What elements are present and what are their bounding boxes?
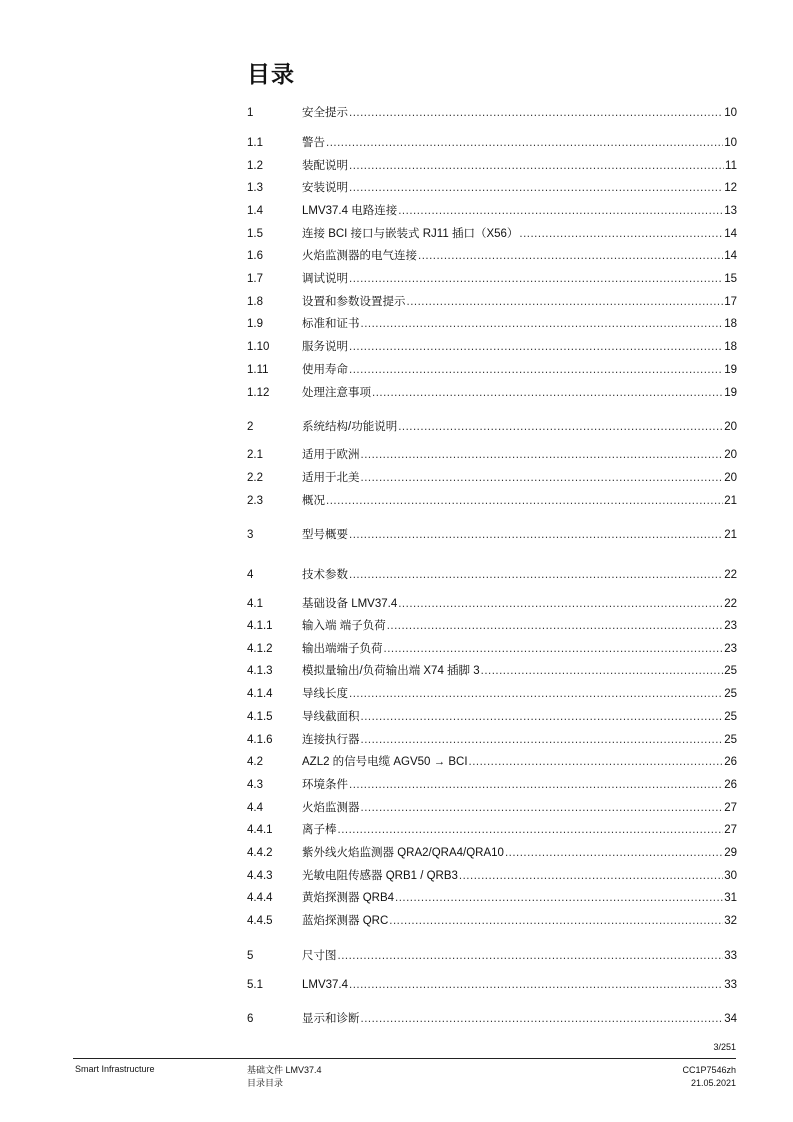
toc-page-number: 13 — [724, 205, 737, 217]
toc-entry-link[interactable] — [302, 446, 737, 464]
toc-row — [247, 685, 737, 703]
toc-page-number: 22 — [724, 569, 737, 581]
toc-row — [247, 418, 737, 436]
toc-page-number: 11 — [725, 160, 737, 172]
toc-dot-leader — [481, 662, 724, 680]
toc-section-number: 1.2 — [247, 160, 263, 172]
toc-section-number: 1.9 — [247, 318, 263, 330]
toc-section-title: 技术参数 — [302, 569, 348, 581]
toc-section-title: 服务说明 — [302, 341, 348, 353]
toc-section-title: 安全提示 — [302, 107, 348, 119]
toc-page-number: 14 — [724, 250, 737, 262]
toc-section-title: 基础设备 LMV37.4 — [302, 598, 398, 610]
toc-page-number: 19 — [724, 364, 737, 376]
footer-document-info — [247, 1064, 322, 1090]
toc-page-number: 32 — [724, 915, 737, 927]
toc-page-number: 10 — [724, 137, 737, 149]
toc-section-number: 1.10 — [247, 341, 270, 353]
toc-page-number: 25 — [724, 665, 737, 677]
toc-dot-leader — [361, 708, 724, 726]
toc-page-number: 23 — [724, 643, 737, 655]
toc-entry-link[interactable] — [302, 976, 737, 994]
toc-entry-link[interactable] — [302, 617, 737, 635]
toc-page-number: 20 — [724, 421, 737, 433]
toc-row — [247, 640, 737, 658]
toc-dot-leader — [349, 270, 723, 288]
toc-dot-leader — [361, 799, 724, 817]
toc-row — [247, 662, 737, 680]
toc-section-number: 4.1.2 — [247, 643, 273, 655]
toc-row — [247, 526, 737, 544]
toc-section-number: 4.4.2 — [247, 847, 273, 859]
toc-entry-link[interactable] — [302, 104, 737, 122]
toc-dot-leader — [361, 469, 724, 487]
toc-section-number: 4.4.5 — [247, 915, 273, 927]
toc-entry-link[interactable] — [302, 338, 737, 356]
toc-section-number: 4.4.3 — [247, 870, 273, 882]
footer-doc-id: CC1P7546zh — [682, 1065, 736, 1075]
toc-dot-leader — [349, 104, 723, 122]
toc-entry-link[interactable] — [302, 270, 737, 288]
toc-row — [247, 293, 737, 311]
toc-section-number: 1.8 — [247, 296, 263, 308]
toc-row — [247, 708, 737, 726]
toc-entry-link[interactable] — [302, 595, 737, 613]
toc-entry-link[interactable] — [302, 708, 737, 726]
toc-dot-leader — [349, 157, 724, 175]
toc-entry-link[interactable] — [302, 225, 737, 243]
toc-entry-link[interactable] — [302, 799, 737, 817]
toc-entry-link[interactable] — [302, 640, 737, 658]
toc-entry-link[interactable] — [302, 753, 737, 771]
toc-entry-link[interactable] — [302, 247, 737, 265]
toc-section-number: 1.7 — [247, 273, 263, 285]
toc-section-number: 4.4 — [247, 802, 263, 814]
toc-entry-link[interactable] — [302, 134, 737, 152]
toc-dot-leader — [361, 731, 724, 749]
toc-dot-leader — [407, 293, 724, 311]
toc-section-title: 系统结构/功能说明 — [302, 421, 398, 433]
toc-page-number: 23 — [724, 620, 737, 632]
toc-entry-link[interactable] — [302, 469, 737, 487]
toc-section-title: 输出端端子负荷 — [302, 643, 383, 655]
toc-dot-leader — [349, 526, 723, 544]
toc-dot-leader — [398, 202, 723, 220]
toc-page-number: 30 — [724, 870, 737, 882]
toc-section-title: 标准和证书 — [302, 318, 360, 330]
toc-page-number: 19 — [724, 387, 737, 399]
toc-section-number: 4.1 — [247, 598, 263, 610]
toc-section-number: 2.3 — [247, 495, 263, 507]
toc-entry-link[interactable] — [302, 947, 737, 965]
toc-section-title: 设置和参数设置提示 — [302, 296, 406, 308]
toc-section-title: 装配说明 — [302, 160, 348, 172]
toc-section-number: 4.1.4 — [247, 688, 273, 700]
toc-page-number: 15 — [724, 273, 737, 285]
toc-dot-leader — [418, 247, 723, 265]
toc-row — [247, 912, 737, 930]
toc-section-number: 2.2 — [247, 472, 263, 484]
toc-section-title: 概况 — [302, 495, 325, 507]
toc-dot-leader — [338, 947, 724, 965]
toc-section-number: 6 — [247, 1013, 254, 1025]
toc-row — [247, 844, 737, 862]
toc-section-number: 4.3 — [247, 779, 263, 791]
toc-section-title: 型号概要 — [302, 529, 348, 541]
toc-page-number: 21 — [724, 495, 737, 507]
toc-page-number: 21 — [724, 529, 737, 541]
toc-page-number: 18 — [724, 341, 737, 353]
toc-dot-leader — [338, 821, 724, 839]
toc-section-number: 5.1 — [247, 979, 263, 991]
footer-doc-title: 基础文件 LMV37.4 — [247, 1065, 322, 1075]
toc-entry-link[interactable] — [302, 776, 737, 794]
toc-section-number: 2 — [247, 421, 254, 433]
toc-page-number: 22 — [724, 598, 737, 610]
toc-dot-leader — [395, 889, 723, 907]
page-number: 3/251 — [713, 1042, 736, 1052]
toc-dot-leader — [398, 418, 723, 436]
toc-row — [247, 566, 737, 584]
toc-row — [247, 270, 737, 288]
toc-section-number: 4 — [247, 569, 254, 581]
toc-entry-link[interactable] — [302, 867, 737, 885]
toc-row — [247, 731, 737, 749]
toc-dot-leader — [349, 179, 723, 197]
toc-section-title: 火焰监测器 — [302, 802, 360, 814]
toc-section-number: 1.6 — [247, 250, 263, 262]
page-title: 目录 — [247, 62, 295, 88]
toc-row — [247, 104, 737, 122]
toc-page-number: 27 — [724, 802, 737, 814]
toc-page-number: 18 — [724, 318, 737, 330]
toc-row — [247, 202, 737, 220]
toc-section-title: 显示和诊断 — [302, 1013, 360, 1025]
toc-row — [247, 821, 737, 839]
footer-document-meta — [682, 1064, 736, 1090]
toc-section-number: 1.5 — [247, 228, 263, 240]
toc-section-title: 蓝焰探测器 QRC — [302, 915, 389, 927]
toc-page-number: 29 — [724, 847, 737, 859]
toc-dot-leader — [372, 384, 723, 402]
toc-dot-leader — [505, 844, 723, 862]
toc-page-number: 14 — [724, 228, 737, 240]
toc-section-title: 调试说明 — [302, 273, 348, 285]
toc-entry-link[interactable] — [302, 157, 737, 175]
toc-dot-leader — [384, 640, 724, 658]
toc-entry-link[interactable] — [302, 685, 737, 703]
toc-page-number: 25 — [724, 688, 737, 700]
toc-section-number: 1 — [247, 107, 254, 119]
toc-dot-leader — [387, 617, 724, 635]
toc-row — [247, 179, 737, 197]
toc-section-title: 警告 — [302, 137, 325, 149]
toc-dot-leader — [389, 912, 723, 930]
toc-section-title: 导线长度 — [302, 688, 348, 700]
toc-entry-link[interactable] — [302, 821, 737, 839]
toc-row — [247, 247, 737, 265]
toc-section-title: 适用于欧洲 — [302, 449, 360, 461]
toc-entry-link[interactable] — [302, 731, 737, 749]
toc-section-title: 黄焰探测器 QRB4 — [302, 892, 395, 904]
toc-section-title: AZL2 的信号电缆 AGV50 → BCI — [302, 756, 468, 768]
toc-page-number: 25 — [724, 711, 737, 723]
toc-section-number: 5 — [247, 950, 254, 962]
toc-row — [247, 157, 737, 175]
toc-row — [247, 1010, 737, 1028]
toc-entry-link[interactable] — [302, 566, 737, 584]
toc-entry-link[interactable] — [302, 418, 737, 436]
toc-section-number: 1.3 — [247, 182, 263, 194]
toc-entry-link[interactable] — [302, 912, 737, 930]
toc-section-title: 环境条件 — [302, 779, 348, 791]
toc-section-title: 输入端 端子负荷 — [302, 620, 386, 632]
toc-dot-leader — [469, 753, 724, 771]
toc-entry-link[interactable] — [302, 844, 737, 862]
toc-entry-link[interactable] — [302, 315, 737, 333]
toc-section-number: 1.1 — [247, 137, 263, 149]
toc-row — [247, 753, 737, 771]
toc-page-number: 20 — [724, 472, 737, 484]
toc-dot-leader — [361, 315, 724, 333]
toc-entry-link[interactable] — [302, 179, 737, 197]
toc-row — [247, 889, 737, 907]
toc-entry-link[interactable] — [302, 384, 737, 402]
toc-section-number: 4.1.1 — [247, 620, 273, 632]
toc-row — [247, 384, 737, 402]
toc-row — [247, 976, 737, 994]
toc-entry-link[interactable] — [302, 662, 737, 680]
footer-divider — [73, 1058, 736, 1059]
toc-section-title: 连接执行器 — [302, 734, 360, 746]
toc-section-title: 模拟量输出/负荷输出端 X74 插脚 3 — [302, 665, 480, 677]
toc-section-number: 4.4.4 — [247, 892, 273, 904]
toc-row — [247, 225, 737, 243]
toc-row — [247, 492, 737, 510]
toc-dot-leader — [349, 976, 723, 994]
toc-row — [247, 338, 737, 356]
toc-entry-link[interactable] — [302, 202, 737, 220]
footer-company: Smart Infrastructure — [75, 1064, 155, 1074]
toc-dot-leader — [398, 595, 723, 613]
toc-section-title: LMV37.4 电路连接 — [302, 205, 398, 217]
toc-section-number: 1.11 — [247, 364, 269, 376]
toc-section-number: 2.1 — [247, 449, 263, 461]
toc-row — [247, 595, 737, 613]
toc-entry-link[interactable] — [302, 361, 737, 379]
toc-section-title: 离子棒 — [302, 824, 337, 836]
toc-dot-leader — [519, 225, 723, 243]
toc-dot-leader — [326, 134, 723, 152]
toc-entry-link[interactable] — [302, 492, 737, 510]
toc-section-number: 4.4.1 — [247, 824, 273, 836]
toc-section-number: 4.1.3 — [247, 665, 273, 677]
toc-entry-link[interactable] — [302, 293, 737, 311]
toc-row — [247, 947, 737, 965]
toc-page-number: 25 — [724, 734, 737, 746]
toc-page-number: 10 — [724, 107, 737, 119]
toc-page-number: 31 — [724, 892, 737, 904]
toc-section-number: 4.2 — [247, 756, 263, 768]
toc-dot-leader — [361, 1010, 724, 1028]
toc-page-number: 33 — [724, 950, 737, 962]
toc-row — [247, 776, 737, 794]
toc-section-title: 光敏电阻传感器 QRB1 / QRB3 — [302, 870, 458, 882]
toc-section-title: LMV37.4 — [302, 979, 349, 991]
toc-section-title: 安装说明 — [302, 182, 348, 194]
toc-section-title: 导线截面积 — [302, 711, 360, 723]
toc-section-title: 紫外线火焰监测器 QRA2/QRA4/QRA10 — [302, 847, 504, 859]
toc-section-number: 1.12 — [247, 387, 270, 399]
toc-section-title: 处理注意事项 — [302, 387, 371, 399]
toc-dot-leader — [349, 361, 723, 379]
toc-dot-leader — [459, 867, 723, 885]
toc-page-number: 12 — [724, 182, 737, 194]
toc-section-title: 尺寸图 — [302, 950, 337, 962]
toc-entry-link[interactable] — [302, 889, 737, 907]
toc-page-number: 27 — [724, 824, 737, 836]
toc-section-title: 火焰监测器的电气连接 — [302, 250, 417, 262]
toc-page-number: 33 — [724, 979, 737, 991]
toc-section-number: 4.1.5 — [247, 711, 273, 723]
toc-row — [247, 799, 737, 817]
toc-page-number: 34 — [724, 1013, 737, 1025]
toc-dot-leader — [361, 446, 724, 464]
toc-row — [247, 134, 737, 152]
toc-dot-leader — [349, 566, 723, 584]
toc-row — [247, 469, 737, 487]
toc-page-number: 26 — [724, 756, 737, 768]
toc-section-number: 1.4 — [247, 205, 263, 217]
toc-dot-leader — [349, 338, 723, 356]
toc-page-number: 20 — [724, 449, 737, 461]
toc-page-number: 26 — [724, 779, 737, 791]
toc-dot-leader — [326, 492, 723, 510]
toc-section-number: 3 — [247, 529, 254, 541]
toc-row — [247, 315, 737, 333]
toc-section-title: 使用寿命 — [302, 364, 348, 376]
toc-section-title: 连接 BCI 接口与嵌装式 RJ11 插口（X56） — [302, 228, 519, 240]
toc-row — [247, 361, 737, 379]
toc-dot-leader — [349, 776, 723, 794]
toc-entry-link[interactable] — [302, 1010, 737, 1028]
toc-row — [247, 446, 737, 464]
footer-section: 目录目录 — [247, 1078, 284, 1088]
toc-row — [247, 867, 737, 885]
footer-date: 21.05.2021 — [690, 1078, 736, 1088]
toc-page-number: 17 — [724, 296, 737, 308]
toc-entry-link[interactable] — [302, 526, 737, 544]
toc-dot-leader — [349, 685, 723, 703]
toc-section-number: 4.1.6 — [247, 734, 273, 746]
toc-section-title: 适用于北美 — [302, 472, 360, 484]
toc-row — [247, 617, 737, 635]
